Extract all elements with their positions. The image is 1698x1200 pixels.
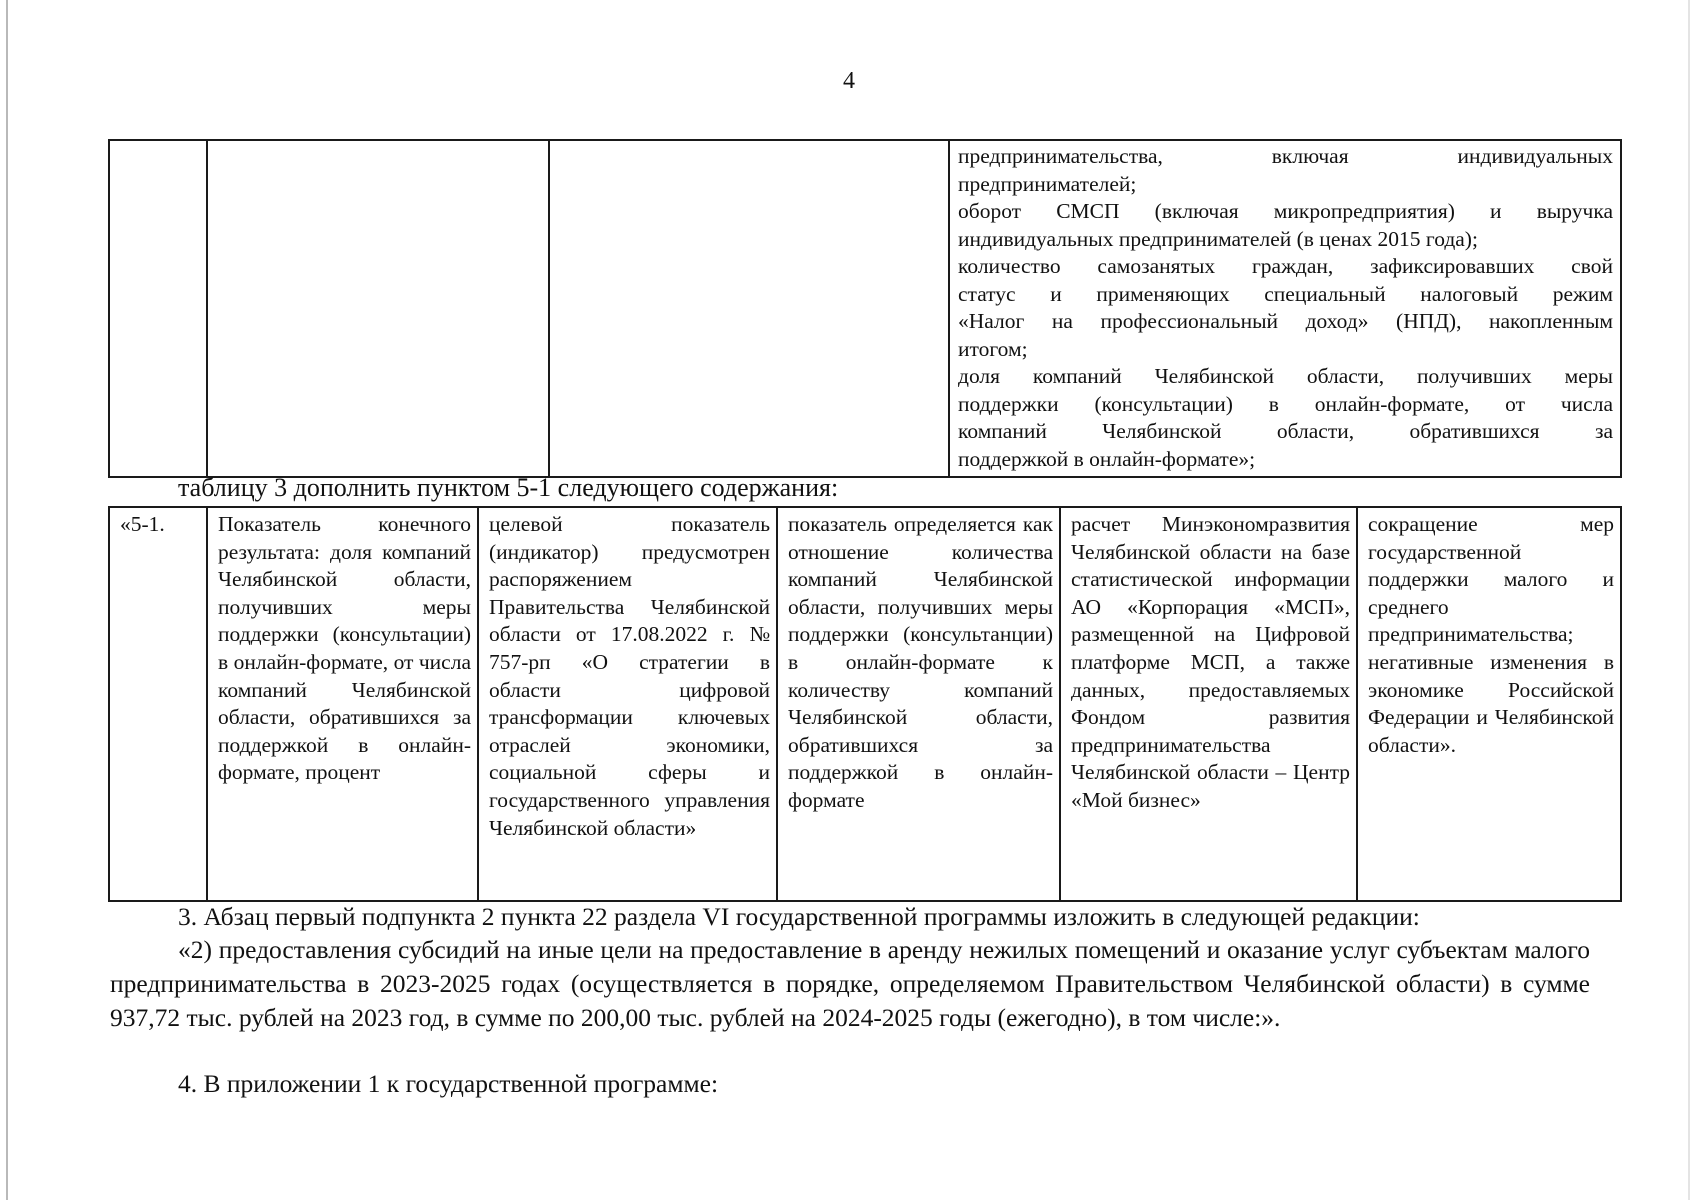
table-row — [109, 507, 1621, 901]
risks-text: сокращение мер государственной поддержки малого и среднего предпринимательства; негативные изменения в экономике Российской Федерации и Челябинской области». — [1368, 512, 1614, 757]
list-line: предпринимательства, включая индивидуальных — [958, 144, 1613, 168]
list-line: оборот СМСП (включая микропредприятия) и выручка — [958, 199, 1613, 223]
scan-edge-left — [6, 0, 8, 1200]
table-cell-indicator — [207, 140, 549, 477]
paragraph-quote — [110, 933, 1590, 1035]
risks-cell — [1357, 507, 1621, 901]
list-line: количество самозанятых граждан, зафиксировавших свой — [958, 254, 1613, 278]
basis-text: целевой показатель (индикатор) предусмотрен распоряжением Правительства Челябинской области от 17.08.2022 г. № 757-рп «О стратегии в области цифровой трансформации ключевых отраслей экономики, социальной сферы и государственного управления Челябинской области» — [489, 512, 770, 840]
table-cell-basis — [549, 140, 949, 477]
row-number-cell — [109, 507, 207, 901]
method-cell — [777, 507, 1060, 901]
list-line: поддержкой в онлайн-формате»; — [958, 446, 1256, 471]
table-cell-indicators-list — [949, 140, 1621, 477]
new-row-table — [108, 506, 1622, 902]
source-text: расчет Минэкономразвития Челябинской области на базе статистической информации АО «Корпорация «МСП», размещенной на Цифровой платформе МСП, а также данных, предоставляемых Фондом развития предпринимательства Челябинской области – Центр «Мой бизнес» — [1071, 512, 1350, 812]
paragraph-3-text: 3. Абзац первый подпункта 2 пункта 22 раздела VI государственной программы изложить в следующей редакции: — [178, 902, 1420, 931]
page-number: 4 — [843, 68, 855, 94]
row-number: «5-1. — [120, 512, 165, 536]
indicator-text: Показатель конечного результата: доля компаний Челябинской области, получивших меры поддержки (консультации) в онлайн-формате, от числа компаний Челябинской области, обратившихся за поддержкой в онлайн-формате, процент — [218, 512, 471, 785]
table-row — [109, 140, 1621, 477]
list-line: доля компаний Челябинской области, получивших меры — [958, 364, 1613, 388]
list-line: статус и применяющих специальный налоговый режим — [958, 281, 1613, 306]
list-line: поддержки (консультации) в онлайн-формате, от числа — [958, 391, 1613, 416]
method-text: показатель определяется как отношение количества компаний Челябинской области, получивших меры поддержки (консультанции) в онлайн-формате к количеству компаний Челябинской области, обратившихся за поддержкой в онлайн-формате — [788, 512, 1053, 812]
paragraph-3 — [110, 900, 1590, 934]
list-line: итогом; — [958, 336, 1028, 361]
basis-cell — [478, 507, 777, 901]
indicator-cell — [207, 507, 478, 901]
paragraph-4-text: 4. В приложении 1 к государственной программе: — [178, 1069, 719, 1098]
table-cell-number — [109, 140, 207, 477]
list-line: «Налог на профессиональный доход» (НПД), накопленным — [958, 309, 1613, 333]
list-line: индивидуальных предпринимателей (в ценах 2015 года); — [958, 226, 1478, 251]
instruction-text: таблицу 3 дополнить пунктом 5-1 следующего содержания: — [178, 473, 839, 502]
continued-table — [108, 139, 1622, 478]
list-line: компаний Челябинской области, обратившихся за — [958, 419, 1613, 443]
source-cell — [1060, 507, 1357, 901]
paragraph-quote-text: «2) предоставления субсидий на иные цели на предоставление в аренду нежилых помещений и оказание услуг субъектам малого предпринимательства в 2023-2025 годах (осуществляется в порядке, определяемом Правительством Челябинской области) в сумме 937,72 тыс. рублей на 2023 год, в сумме по 200,00 тыс. рублей на 2024-2025 годы (ежегодно), в том числе:». — [110, 935, 1590, 1032]
list-line: предпринимателей; — [958, 171, 1137, 196]
scan-edge-right — [1688, 0, 1690, 1200]
paragraph-4 — [110, 1067, 1590, 1101]
